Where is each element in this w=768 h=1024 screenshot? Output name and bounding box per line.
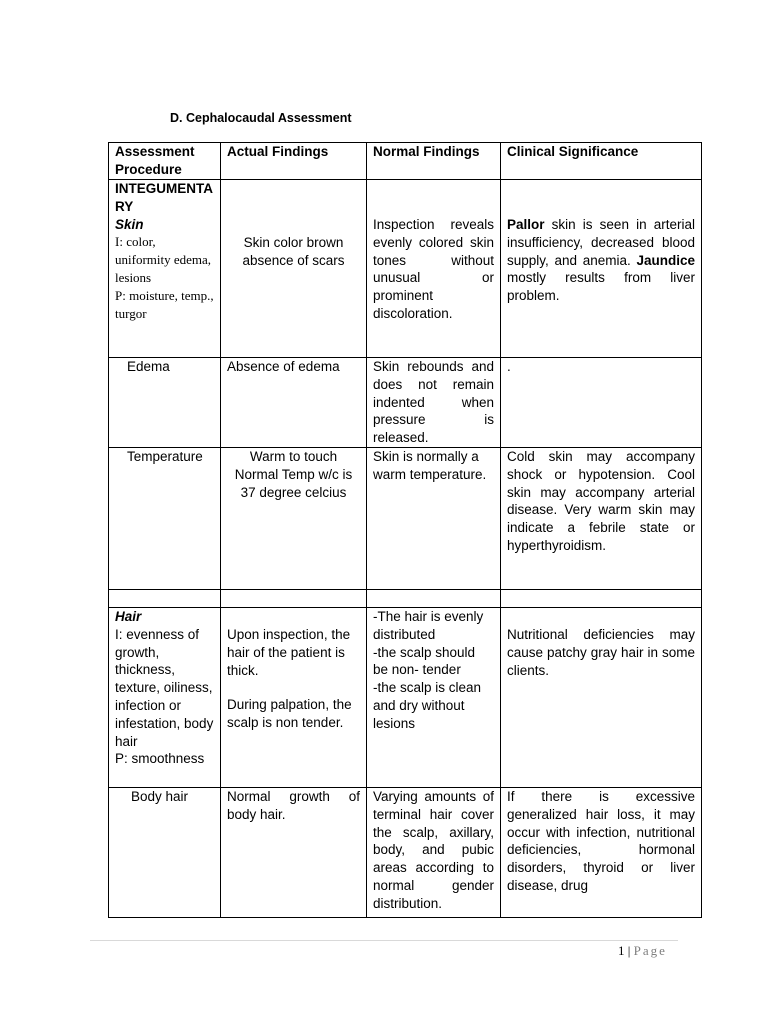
table-header-row bbox=[109, 143, 702, 180]
temperature-actual-line2: Normal Temp w/c is 37 degree celcius bbox=[234, 466, 353, 500]
spacer-cell bbox=[367, 590, 501, 608]
column-header-significance: Clinical Significance bbox=[501, 143, 702, 180]
skin-normal-text: Inspection reveals evenly colored skin tones without unusual or prominent discoloration. bbox=[373, 217, 494, 321]
temperature-normal: Skin is normally a warm temperature. bbox=[367, 448, 501, 590]
temperature-procedure: Temperature bbox=[109, 448, 221, 590]
system-label-line2: RY bbox=[115, 198, 134, 214]
hair-significance-cell bbox=[501, 608, 702, 788]
table-row-spacer bbox=[109, 590, 702, 608]
hair-significance-text: Nutritional deficiencies may cause patchy gray hair in some clients. bbox=[507, 627, 695, 678]
pallor-text: skin is seen in arterial insufficiency, decreased blood supply, and anemia. bbox=[507, 217, 695, 268]
hair-procedure-cell bbox=[109, 608, 221, 788]
page-separator: | bbox=[624, 943, 634, 958]
body-hair-actual: Normal growth of body hair. bbox=[221, 788, 367, 918]
jaundice-term: Jaundice bbox=[636, 252, 695, 268]
body-hair-procedure: Body hair bbox=[109, 788, 221, 918]
hair-normal-cell bbox=[367, 608, 501, 788]
hair-procedure-line: P: smoothness bbox=[115, 751, 205, 767]
section-heading: D. Cephalocaudal Assessment bbox=[170, 111, 352, 125]
skin-significance-cell bbox=[501, 180, 702, 358]
skin-inspection-text: I: color, uniformity edema, lesions bbox=[115, 234, 212, 285]
spacer-cell bbox=[501, 590, 702, 608]
table-row-temperature bbox=[109, 448, 702, 590]
skin-procedure-cell bbox=[109, 180, 221, 358]
skin-normal-cell bbox=[367, 180, 501, 358]
hair-normal-line: lesions bbox=[373, 715, 416, 731]
hair-procedure-line: infection or bbox=[115, 697, 182, 713]
hair-procedure-line: growth, bbox=[115, 644, 160, 660]
temperature-actual-cell bbox=[221, 448, 367, 590]
hair-procedure-line: hair bbox=[115, 733, 138, 749]
footer-divider bbox=[90, 940, 678, 941]
table-row-skin bbox=[109, 180, 702, 358]
pallor-term: Pallor bbox=[507, 217, 545, 232]
system-label bbox=[115, 180, 214, 216]
hair-normal-line: be non- tender bbox=[373, 662, 461, 678]
body-hair-significance: If there is excessive generalized hair loss, it may occur with infection, nutritional deficiencies, hormonal disorders, thyroid or liver disease, drug bbox=[501, 788, 702, 918]
edema-normal: Skin rebounds and does not remain indented when pressure is released. bbox=[367, 358, 501, 448]
hair-procedure-line: texture, oiliness, bbox=[115, 680, 213, 696]
column-header-procedure: Assessment Procedure bbox=[109, 143, 221, 180]
column-header-actual: Actual Findings bbox=[221, 143, 367, 180]
skin-significance-text bbox=[507, 216, 695, 305]
assessment-table bbox=[108, 142, 702, 918]
hair-procedure-line: thickness, bbox=[115, 662, 176, 678]
skin-actual-cell bbox=[221, 180, 367, 358]
hair-actual-cell bbox=[221, 608, 367, 788]
skin-actual-text: Skin color brown absence of scars bbox=[242, 235, 345, 268]
hair-actual-para1: Upon inspection, the hair of the patient is thick. bbox=[227, 627, 351, 678]
body-hair-normal: Varying amounts of terminal hair cover the scalp, axillary, body, and pubic areas according to normal gender distribution. bbox=[367, 788, 501, 918]
column-header-normal: Normal Findings bbox=[367, 143, 501, 180]
hair-normal-line: distributed bbox=[373, 626, 436, 642]
page-footer bbox=[618, 943, 667, 959]
hair-procedure-line: I: evenness of bbox=[115, 626, 200, 642]
hair-normal-line: and dry without bbox=[373, 697, 465, 713]
hair-actual-para2: During palpation, the scalp is non tender. bbox=[227, 697, 352, 731]
hair-normal-line: -the scalp should bbox=[373, 644, 476, 660]
skin-palpation-text: P: moisture, temp., turgor bbox=[115, 287, 214, 321]
system-label-line1: INTEGUMENTA bbox=[115, 181, 213, 196]
jaundice-text: mostly results from liver problem. bbox=[507, 270, 695, 304]
hair-normal-line: -the scalp is clean bbox=[373, 680, 482, 696]
edema-procedure: Edema bbox=[109, 358, 221, 448]
page-word: Page bbox=[633, 943, 667, 958]
hair-normal-line: -The hair is evenly bbox=[373, 609, 484, 624]
table-row-edema bbox=[109, 358, 702, 448]
table-row-hair bbox=[109, 608, 702, 788]
temperature-actual-line1: Warm to touch bbox=[249, 449, 338, 464]
table-row-body-hair bbox=[109, 788, 702, 918]
edema-actual: Absence of edema bbox=[221, 358, 367, 448]
temperature-significance: Cold skin may accompany shock or hypotension. Cool skin may accompany arterial disease. Very warm skin may indicate a febrile state or hyperthyroidism. bbox=[501, 448, 702, 590]
page-number: 1 bbox=[618, 943, 625, 958]
hair-label: Hair bbox=[115, 609, 142, 624]
spacer-cell bbox=[109, 590, 221, 608]
edema-significance: . bbox=[501, 358, 702, 448]
spacer-cell bbox=[221, 590, 367, 608]
skin-label: Skin bbox=[115, 216, 144, 232]
hair-procedure-line: infestation, body bbox=[115, 715, 214, 731]
